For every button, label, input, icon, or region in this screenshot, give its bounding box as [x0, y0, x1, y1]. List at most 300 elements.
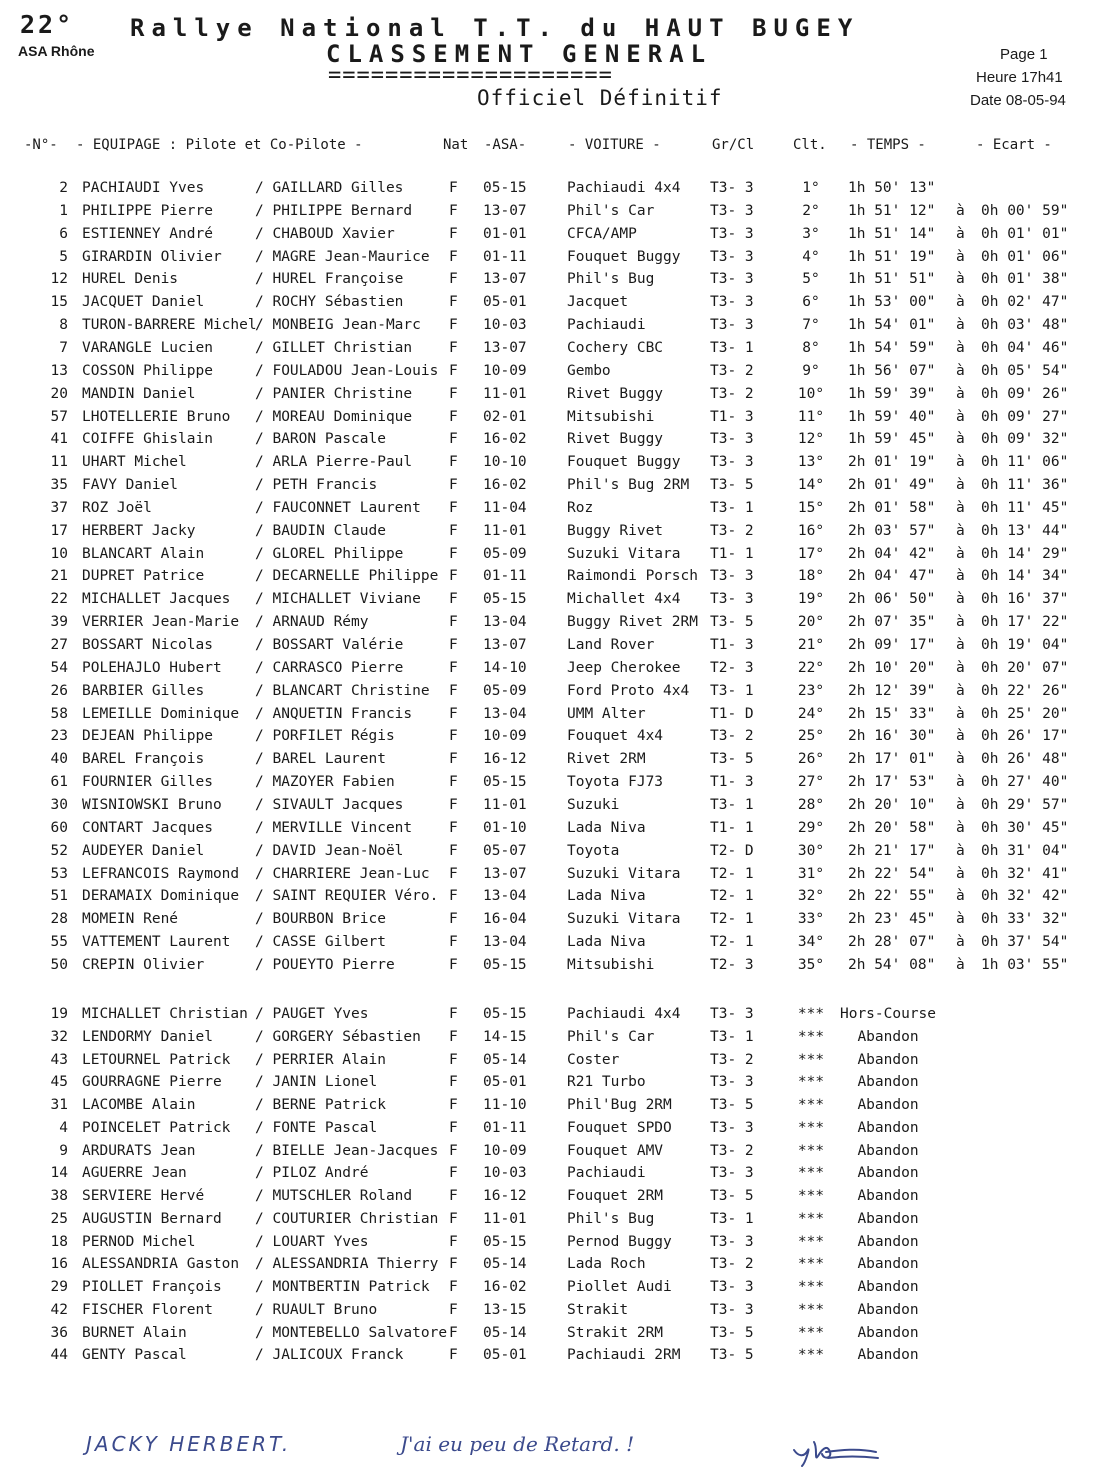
gap-prefix: à [956, 682, 965, 699]
total-time: 1h 59' 39" [848, 385, 936, 402]
nationality: F [449, 180, 458, 196]
codriver-name: / MICHALLET Viviane [255, 591, 421, 608]
codriver-name: / MUTSCHLER Roland [255, 1188, 413, 1204]
car-number: 5 [59, 248, 68, 265]
driver-name: LEMEILLE Dominique [82, 705, 240, 722]
car-number: 53 [50, 865, 68, 882]
group-class: T1- 3 [710, 408, 754, 425]
codriver-name: / BAUDIN Claude [255, 522, 386, 539]
codriver-name: / LOUART Yves [255, 1233, 369, 1250]
group-class: T2- 3 [710, 956, 754, 973]
car-number: 29 [50, 1279, 68, 1295]
gap-time: 0h 02' 47" [981, 294, 1069, 311]
driver-name: DEJEAN Philippe [82, 728, 213, 745]
car-number: 50 [50, 956, 68, 973]
car-number: 10 [50, 545, 68, 562]
col-clt: Clt. [793, 137, 827, 153]
car-number: 22 [50, 591, 68, 608]
table-row [0, 888, 1100, 910]
group-class: T3- 1 [710, 1028, 754, 1045]
driver-name: COSSON Philippe [82, 362, 213, 379]
total-time: 2h 16' 30" [848, 728, 936, 745]
car-model: Phil'Bug 2RM [567, 1097, 672, 1113]
table-row [0, 843, 1100, 865]
group-class: T1- D [710, 705, 754, 722]
driver-name: PERNOD Michel [82, 1233, 196, 1250]
nationality: F [449, 385, 458, 402]
codriver-name: / HUREL Françoise [255, 271, 404, 288]
table-row [0, 1052, 1100, 1074]
group-class: T3- 2 [710, 1256, 754, 1273]
codriver-name: / ALESSANDRIA Thierry [255, 1256, 439, 1273]
car-number: 6 [59, 225, 68, 242]
asa-code: 11-01 [483, 385, 527, 402]
asa-code: 05-15 [483, 956, 527, 973]
gap-prefix: à [956, 705, 965, 722]
nationality: F [449, 1097, 458, 1113]
codriver-name: / ARNAUD Rémy [255, 614, 369, 631]
official-status: Officiel Définitif [477, 86, 723, 110]
gap-prefix: à [956, 225, 965, 242]
table-row [0, 409, 1100, 431]
asa-code: 11-10 [483, 1097, 527, 1113]
nationality: F [449, 271, 458, 288]
table-row [0, 1074, 1100, 1096]
asa-code: 13-15 [483, 1301, 527, 1318]
car-model: Lada Roch [567, 1256, 646, 1273]
car-number: 39 [50, 614, 68, 631]
total-time: 2h 22' 55" [848, 888, 936, 905]
asa-code: 16-02 [483, 477, 527, 494]
gap-prefix: à [956, 408, 965, 425]
nationality: F [449, 751, 458, 768]
driver-name: LENDORMY Daniel [82, 1028, 213, 1045]
asa-code: 05-09 [483, 545, 527, 562]
asa-code: 16-04 [483, 911, 527, 928]
table-row [0, 591, 1100, 613]
gap-prefix: à [956, 911, 965, 928]
nationality: F [449, 1301, 458, 1318]
gap-prefix: à [956, 865, 965, 882]
car-model: Strakit [567, 1301, 629, 1318]
nationality: F [449, 1233, 458, 1250]
ranking: *** [797, 1119, 825, 1136]
asa-code: 05-01 [483, 1347, 527, 1364]
total-time: 1h 56' 07" [848, 362, 936, 379]
table-row [0, 1165, 1100, 1187]
group-class: T3- 1 [710, 682, 754, 699]
group-class: T3- 3 [710, 1119, 754, 1136]
car-number: 23 [50, 728, 68, 745]
ranking: 22° [797, 659, 825, 676]
asa-code: 10-03 [483, 1165, 527, 1182]
asa-code: 05-15 [483, 591, 527, 608]
gap-prefix: à [956, 956, 965, 973]
ranking: 11° [797, 408, 825, 425]
time-label: Heure 17h41 [976, 69, 1063, 86]
group-class: T3- 5 [710, 1324, 754, 1341]
table-row [0, 683, 1100, 705]
asa-code: 05-15 [483, 774, 527, 791]
asa-code: 13-04 [483, 888, 527, 905]
gap-time: 0h 14' 34" [981, 568, 1069, 585]
table-row [0, 1325, 1100, 1347]
table-row [0, 614, 1100, 636]
total-time: 2h 09' 17" [848, 637, 936, 653]
car-number: 35 [50, 477, 68, 494]
gap-time: 0h 29' 57" [981, 796, 1069, 813]
driver-name: VERRIER Jean-Marie [82, 614, 240, 631]
nationality: F [449, 294, 458, 311]
total-time: 1h 59' 40" [848, 408, 936, 425]
table-row [0, 340, 1100, 362]
ranking: 21° [797, 637, 825, 653]
nationality: F [449, 1028, 458, 1045]
table-row [0, 226, 1100, 248]
codriver-name: / GILLET Christian [255, 339, 413, 356]
col-nat: Nat [443, 137, 469, 153]
nationality: F [449, 1074, 458, 1091]
race-status: Abandon [857, 1188, 919, 1204]
car-model: Lada Niva [567, 888, 646, 905]
gap-time: 0h 14' 29" [981, 545, 1069, 562]
codriver-name: / DAVID Jean-Noël [255, 842, 404, 859]
asa-code: 10-09 [483, 362, 527, 379]
table-row [0, 957, 1100, 979]
table-row [0, 706, 1100, 728]
group-class: T3- 3 [710, 294, 754, 311]
gap-prefix: à [956, 248, 965, 265]
nationality: F [449, 1006, 458, 1022]
gap-time: 0h 33' 32" [981, 911, 1069, 928]
ranking: *** [797, 1301, 825, 1318]
nationality: F [449, 591, 458, 608]
gap-time: 0h 04' 46" [981, 339, 1069, 356]
ranking: 30° [797, 842, 825, 859]
driver-name: WISNIOWSKI Bruno [82, 796, 222, 813]
asa-code: 01-11 [483, 568, 527, 585]
ranking: 23° [797, 682, 825, 699]
ranking: *** [797, 1279, 825, 1295]
gap-prefix: à [956, 431, 965, 448]
driver-name: DERAMAIX Dominique [82, 888, 240, 905]
driver-name: PHILIPPE Pierre [82, 202, 213, 219]
col-num: -N°- [24, 137, 58, 153]
car-model: Buggy Rivet [567, 522, 664, 539]
gap-prefix: à [956, 477, 965, 494]
table-row [0, 637, 1100, 659]
nationality: F [449, 888, 458, 905]
group-class: T2- 1 [710, 934, 754, 951]
car-model: CFCA/AMP [567, 225, 637, 242]
driver-name: COIFFE Ghislain [82, 431, 213, 448]
codriver-name: / FAUCONNET Laurent [255, 499, 421, 516]
group-class: T3- 3 [710, 1279, 754, 1295]
driver-name: ESTIENNEY André [82, 225, 213, 242]
car-model: Rivet 2RM [567, 751, 646, 768]
gap-prefix: à [956, 728, 965, 745]
asa-code: 13-04 [483, 934, 527, 951]
ranking: *** [797, 1324, 825, 1341]
group-class: T3- 1 [710, 339, 754, 356]
ranking: 16° [797, 522, 825, 539]
asa-code: 13-07 [483, 339, 527, 356]
handwritten-name: JACKY HERBERT. [86, 1432, 292, 1456]
nationality: F [449, 956, 458, 973]
nationality: F [449, 568, 458, 585]
driver-name: ARDURATS Jean [82, 1142, 196, 1159]
gap-prefix: à [956, 591, 965, 608]
nationality: F [449, 659, 458, 676]
nationality: F [449, 865, 458, 882]
nationality: F [449, 522, 458, 539]
gap-time: 0h 05' 54" [981, 362, 1069, 379]
driver-name: BAREL François [82, 751, 205, 768]
group-class: T3- 3 [710, 271, 754, 288]
nationality: F [449, 454, 458, 471]
driver-name: BLANCART Alain [82, 545, 205, 562]
car-model: Lada Niva [567, 819, 646, 836]
nationality: F [449, 1165, 458, 1182]
col-grcl: Gr/Cl [712, 137, 755, 153]
driver-name: GIRARDIN Olivier [82, 248, 222, 265]
car-number: 30 [50, 796, 68, 813]
group-class: T2- 3 [710, 659, 754, 676]
car-model: Lada Niva [567, 934, 646, 951]
gap-time: 0h 01' 38" [981, 271, 1069, 288]
driver-name: POINCELET Patrick [82, 1119, 231, 1136]
table-row [0, 1234, 1100, 1256]
car-number: 16 [50, 1256, 68, 1273]
table-row [0, 363, 1100, 385]
total-time: 2h 22' 54" [848, 865, 936, 882]
race-status: Abandon [857, 1324, 919, 1341]
codriver-name: / SIVAULT Jacques [255, 796, 404, 813]
gap-time: 0h 26' 48" [981, 751, 1069, 768]
total-time: 2h 04' 42" [848, 545, 936, 562]
car-model: Piollet Audi [567, 1279, 672, 1295]
ranking: 5° [802, 271, 820, 288]
group-class: T3- 3 [710, 1165, 754, 1182]
car-model: UMM Alter [567, 705, 646, 722]
car-model: Pachiaudi 4x4 [567, 180, 681, 196]
gap-time: 0h 11' 36" [981, 477, 1069, 494]
codriver-name: / BERNE Patrick [255, 1097, 386, 1113]
driver-name: LETOURNEL Patrick [82, 1051, 231, 1068]
car-model: Phil's Bug [567, 271, 655, 288]
asa-code: 13-07 [483, 271, 527, 288]
race-status: Abandon [857, 1142, 919, 1159]
codriver-name: / MONTBERTIN Patrick [255, 1279, 430, 1295]
asa-code: 10-03 [483, 317, 527, 334]
nationality: F [449, 934, 458, 951]
table-row [0, 386, 1100, 408]
asa-code: 05-14 [483, 1324, 527, 1341]
group-class: T3- 5 [710, 1097, 754, 1113]
gap-prefix: à [956, 362, 965, 379]
table-row [0, 454, 1100, 476]
nationality: F [449, 408, 458, 425]
table-row [0, 294, 1100, 316]
asa-code: 13-07 [483, 637, 527, 653]
driver-name: CONTART Jacques [82, 819, 213, 836]
gap-time: 0h 03' 48" [981, 317, 1069, 334]
table-row [0, 911, 1100, 933]
subtitle-underline: ==================== [328, 63, 613, 88]
race-status: Hors-Course [839, 1006, 937, 1022]
codriver-name: / BLANCART Christine [255, 682, 430, 699]
organizer-label: ASA Rhône [18, 43, 95, 59]
driver-name: LACOMBE Alain [82, 1097, 196, 1113]
driver-name: VARANGLE Lucien [82, 339, 213, 356]
car-number: 38 [50, 1188, 68, 1204]
group-class: T3- 3 [710, 1074, 754, 1091]
total-time: 1h 51' 12" [848, 202, 936, 219]
car-model: Jeep Cherokee [567, 659, 681, 676]
car-model: Toyota [567, 842, 620, 859]
gap-time: 0h 37' 54" [981, 934, 1069, 951]
table-row [0, 934, 1100, 956]
ranking: 6° [802, 294, 820, 311]
ranking: *** [797, 1210, 825, 1227]
ranking: 29° [797, 819, 825, 836]
codriver-name: / MONBEIG Jean-Marc [255, 317, 421, 334]
nationality: F [449, 637, 458, 653]
ranking: *** [797, 1233, 825, 1250]
table-row [0, 249, 1100, 271]
group-class: T3- 1 [710, 796, 754, 813]
table-row [0, 1347, 1100, 1369]
gap-prefix: à [956, 751, 965, 768]
car-model: Gembo [567, 362, 611, 379]
group-class: T2- 1 [710, 888, 754, 905]
nationality: F [449, 728, 458, 745]
driver-name: ALESSANDRIA Gaston [82, 1256, 240, 1273]
car-model: Fouquet Buggy [567, 454, 681, 471]
nationality: F [449, 614, 458, 631]
ranking: 25° [797, 728, 825, 745]
total-time: 1h 54' 59" [848, 339, 936, 356]
gap-time: 0h 09' 32" [981, 431, 1069, 448]
ranking: *** [797, 1142, 825, 1159]
codriver-name: / PANIER Christine [255, 385, 413, 402]
gap-prefix: à [956, 385, 965, 402]
gap-prefix: à [956, 522, 965, 539]
initials-signature [788, 1432, 883, 1472]
group-class: T3- 5 [710, 1347, 754, 1364]
car-model: Phil's Car [567, 202, 655, 219]
nationality: F [449, 911, 458, 928]
nationality: F [449, 1324, 458, 1341]
table-row [0, 1029, 1100, 1051]
gap-time: 0h 17' 22" [981, 614, 1069, 631]
car-model: Phil's Bug [567, 1210, 655, 1227]
total-time: 2h 20' 58" [848, 819, 936, 836]
car-number: 31 [50, 1097, 68, 1113]
ranking: 2° [802, 202, 820, 219]
group-class: T3- 5 [710, 751, 754, 768]
group-class: T3- 2 [710, 728, 754, 745]
ranking: *** [797, 1188, 825, 1204]
driver-name: FAVY Daniel [82, 477, 179, 494]
codriver-name: / MAGRE Jean-Maurice [255, 248, 430, 265]
car-model: Fouquet 4x4 [567, 728, 664, 745]
nationality: F [449, 431, 458, 448]
group-class: T3- 3 [710, 202, 754, 219]
gap-time: 0h 32' 41" [981, 865, 1069, 882]
table-row [0, 317, 1100, 339]
gap-prefix: à [956, 774, 965, 791]
nationality: F [449, 317, 458, 334]
car-number: 25 [50, 1210, 68, 1227]
ranking: *** [797, 1165, 825, 1182]
total-time: 2h 06' 50" [848, 591, 936, 608]
race-status: Abandon [857, 1165, 919, 1182]
car-number: 36 [50, 1324, 68, 1341]
table-row [0, 203, 1100, 225]
ranking: 27° [797, 774, 825, 791]
car-model: Suzuki Vitara [567, 911, 681, 928]
gap-time: 0h 25' 20" [981, 705, 1069, 722]
asa-code: 05-01 [483, 294, 527, 311]
car-model: Roz [567, 499, 594, 516]
group-class: T3- 3 [710, 1006, 754, 1022]
group-class: T3- 1 [710, 1210, 754, 1227]
driver-name: SERVIERE Hervé [82, 1188, 205, 1204]
total-time: 2h 10' 20" [848, 659, 936, 676]
codriver-name: / GLOREL Philippe [255, 545, 404, 562]
car-number: 40 [50, 751, 68, 768]
group-class: T2- 1 [710, 865, 754, 882]
codriver-name: / ROCHY Sébastien [255, 294, 404, 311]
car-number: 4 [59, 1119, 68, 1136]
codriver-name: / MERVILLE Vincent [255, 819, 413, 836]
car-number: 32 [50, 1028, 68, 1045]
car-model: Phil's Car [567, 1028, 655, 1045]
asa-code: 05-15 [483, 1233, 527, 1250]
car-number: 19 [50, 1006, 68, 1022]
asa-code: 05-14 [483, 1051, 527, 1068]
car-model: Cochery CBC [567, 339, 664, 356]
total-time: 1h 51' 51" [848, 271, 936, 288]
driver-name: AUGUSTIN Bernard [82, 1210, 222, 1227]
table-row [0, 180, 1100, 202]
codriver-name: / RUAULT Bruno [255, 1301, 378, 1318]
asa-code: 13-07 [483, 202, 527, 219]
driver-name: DUPRET Patrice [82, 568, 205, 585]
group-class: T3- 2 [710, 1051, 754, 1068]
car-number: 27 [50, 637, 68, 653]
table-row [0, 546, 1100, 568]
codriver-name: / CHARRIERE Jean-Luc [255, 865, 430, 882]
group-class: T1- 3 [710, 637, 754, 653]
gap-time: 0h 27' 40" [981, 774, 1069, 791]
total-time: 2h 20' 10" [848, 796, 936, 813]
driver-name: ROZ Joël [82, 499, 152, 516]
total-time: 2h 28' 07" [848, 934, 936, 951]
nationality: F [449, 1279, 458, 1295]
car-model: Toyota FJ73 [567, 774, 664, 791]
group-class: T2- D [710, 842, 754, 859]
codriver-name: / MOREAU Dominique [255, 408, 413, 425]
table-row [0, 1143, 1100, 1165]
nationality: F [449, 545, 458, 562]
total-time: 2h 15' 33" [848, 705, 936, 722]
codriver-name: / BARON Pascale [255, 431, 386, 448]
col-temps: - TEMPS - [850, 137, 926, 153]
gap-time: 0h 22' 26" [981, 682, 1069, 699]
codriver-name: / ARLA Pierre-Paul [255, 454, 413, 471]
